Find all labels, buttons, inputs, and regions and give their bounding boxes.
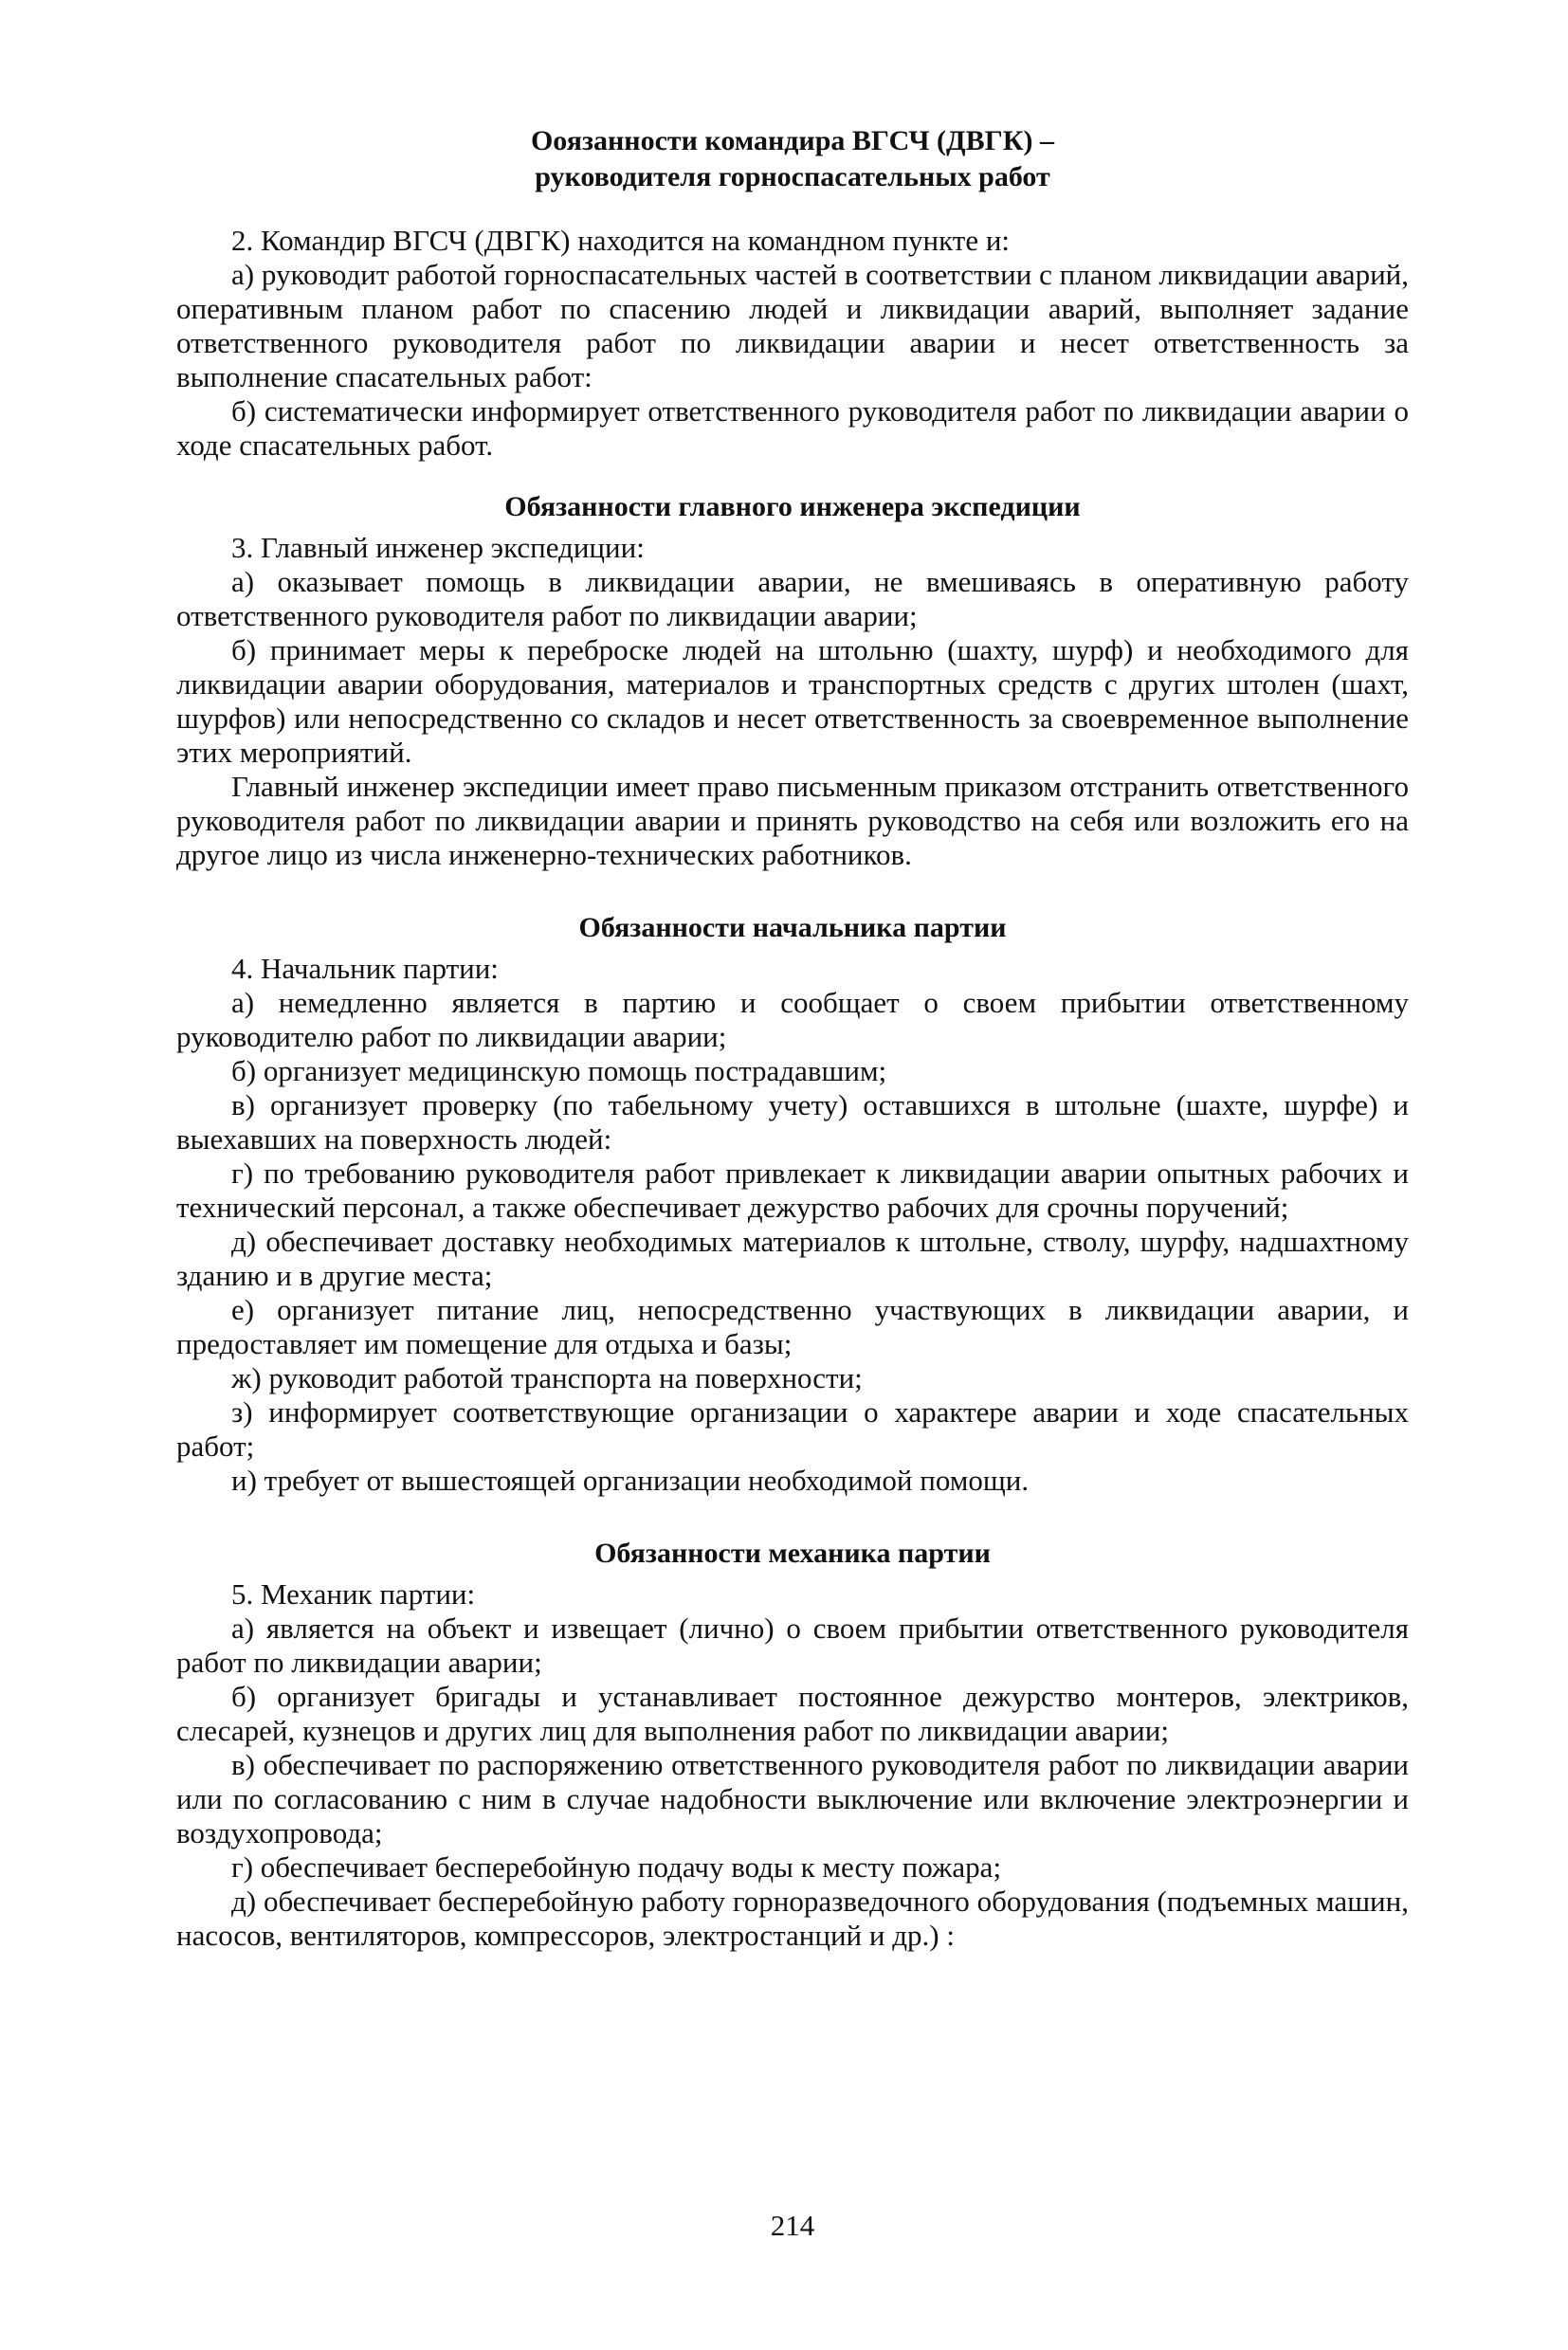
heading-line: руководителя горноспасательных работ (535, 161, 1050, 192)
paragraph: а) немедленно является в партию и сообщает о своем прибытии ответственному руководителю работ по ликвидации аварии; (176, 986, 1409, 1053)
paragraph: в) обеспечивает по распоряжению ответственного руководителя работ по ликвидации аварии или по согласованию с ним в случае надобности выключение или включение электроэнергии и воздухопровода; (176, 1748, 1409, 1849)
section-heading-chief-engineer: Обязанности главного инженера экспедиции (504, 491, 1081, 522)
paragraph: д) обеспечивает доставку необходимых материалов к штольне, стволу, шурфу, надшахтному зданию и в другие места; (176, 1225, 1409, 1292)
paragraph: г) обеспечивает бесперебойную подачу воды к месту пожара; (231, 1850, 1002, 1884)
paragraph: е) организует питание лиц, непосредственно участвующих в ликвидации аварии, и предоставляет им помещение для отдыха и базы; (176, 1293, 1409, 1360)
paragraph: б) организует бригады и устанавливает постоянное дежурство монтеров, электриков, слесарей, кузнецов и других лиц для выполнения работ по ликвидации аварии; (176, 1680, 1409, 1747)
page-number: 214 (770, 2209, 815, 2242)
paragraph: и) требует от вышестоящей организации необходимой помощи. (231, 1464, 1030, 1497)
paragraph: а) является на объект и извещает (лично) о своем прибытии ответственного руководителя работ по ликвидации аварии; (176, 1612, 1409, 1679)
section-heading-party-chief: Обязанности начальника партии (578, 912, 1007, 943)
paragraph: б) систематически информирует ответственного руководителя работ по ликвидации аварии о ходе спасательных работ. (176, 394, 1409, 462)
paragraph: в) организует проверку (по табельному учету) оставшихся в штольне (шахте, шурфе) и выехавших на поверхность людей: (176, 1088, 1409, 1156)
heading-line: Ооязанности командира ВГСЧ (ДВГК) – (530, 125, 1055, 156)
paragraph: 4. Начальник партии: (231, 952, 499, 985)
paragraph: з) информирует соответствующие организации о характере аварии и ходе спасательных работ; (176, 1395, 1409, 1463)
paragraph: ж) руководит работой транспорта на поверхности; (231, 1361, 863, 1394)
paragraph: а) оказывает помощь в ликвидации аварии, не вмешиваясь в оперативную работу ответственного руководителя работ по ликвидации аварии; (176, 565, 1409, 632)
paragraph: 2. Командир ВГСЧ (ДВГК) находится на командном пункте и: (231, 224, 1011, 257)
paragraph: а) руководит работой горноспасательных частей в соответствии с планом ликвидации аварий, оперативным планом работ по спасению людей и ликвидации аварий, выполняет задание ответственного руководителя работ по ликвидации аварии и несет ответственность за выполнение спасательных работ: (176, 258, 1409, 393)
document-page (176, 123, 1409, 2304)
paragraph: 3. Главный инженер экспедиции: (231, 531, 645, 564)
section-heading-commander (176, 123, 1409, 195)
paragraph: Главный инженер экспедиции имеет право письменным приказом отстранить ответственного руководителя работ по ликвидации аварии и принять руководство на себя или возложить его на другое лицо из числа инженерно-технических работников. (176, 770, 1409, 871)
paragraph: 5. Механик партии: (231, 1577, 476, 1611)
paragraph: б) организует медицинскую помощь пострадавшим; (231, 1054, 887, 1087)
section-heading-mechanic: Обязанности механика партии (594, 1538, 991, 1569)
paragraph: б) принимает меры к переброске людей на штольню (шахту, шурф) и необходимого для ликвидации аварии оборудования, материалов и транспортных средств с других штолен (шахт, шурфов) или непосредственно со складов и несет ответственность за своевременное выполнение этих мероприятий. (176, 633, 1409, 769)
paragraph: д) обеспечивает бесперебойную работу горноразведочного оборудования (подъемных машин, насосов, вентиляторов, компрессоров, электростанций и др.) : (176, 1885, 1409, 1952)
paragraph: г) по требованию руководителя работ привлекает к ликвидации аварии опытных рабочих и технический персонал, а также обеспечивает дежурство рабочих для срочны поручений; (176, 1157, 1409, 1224)
